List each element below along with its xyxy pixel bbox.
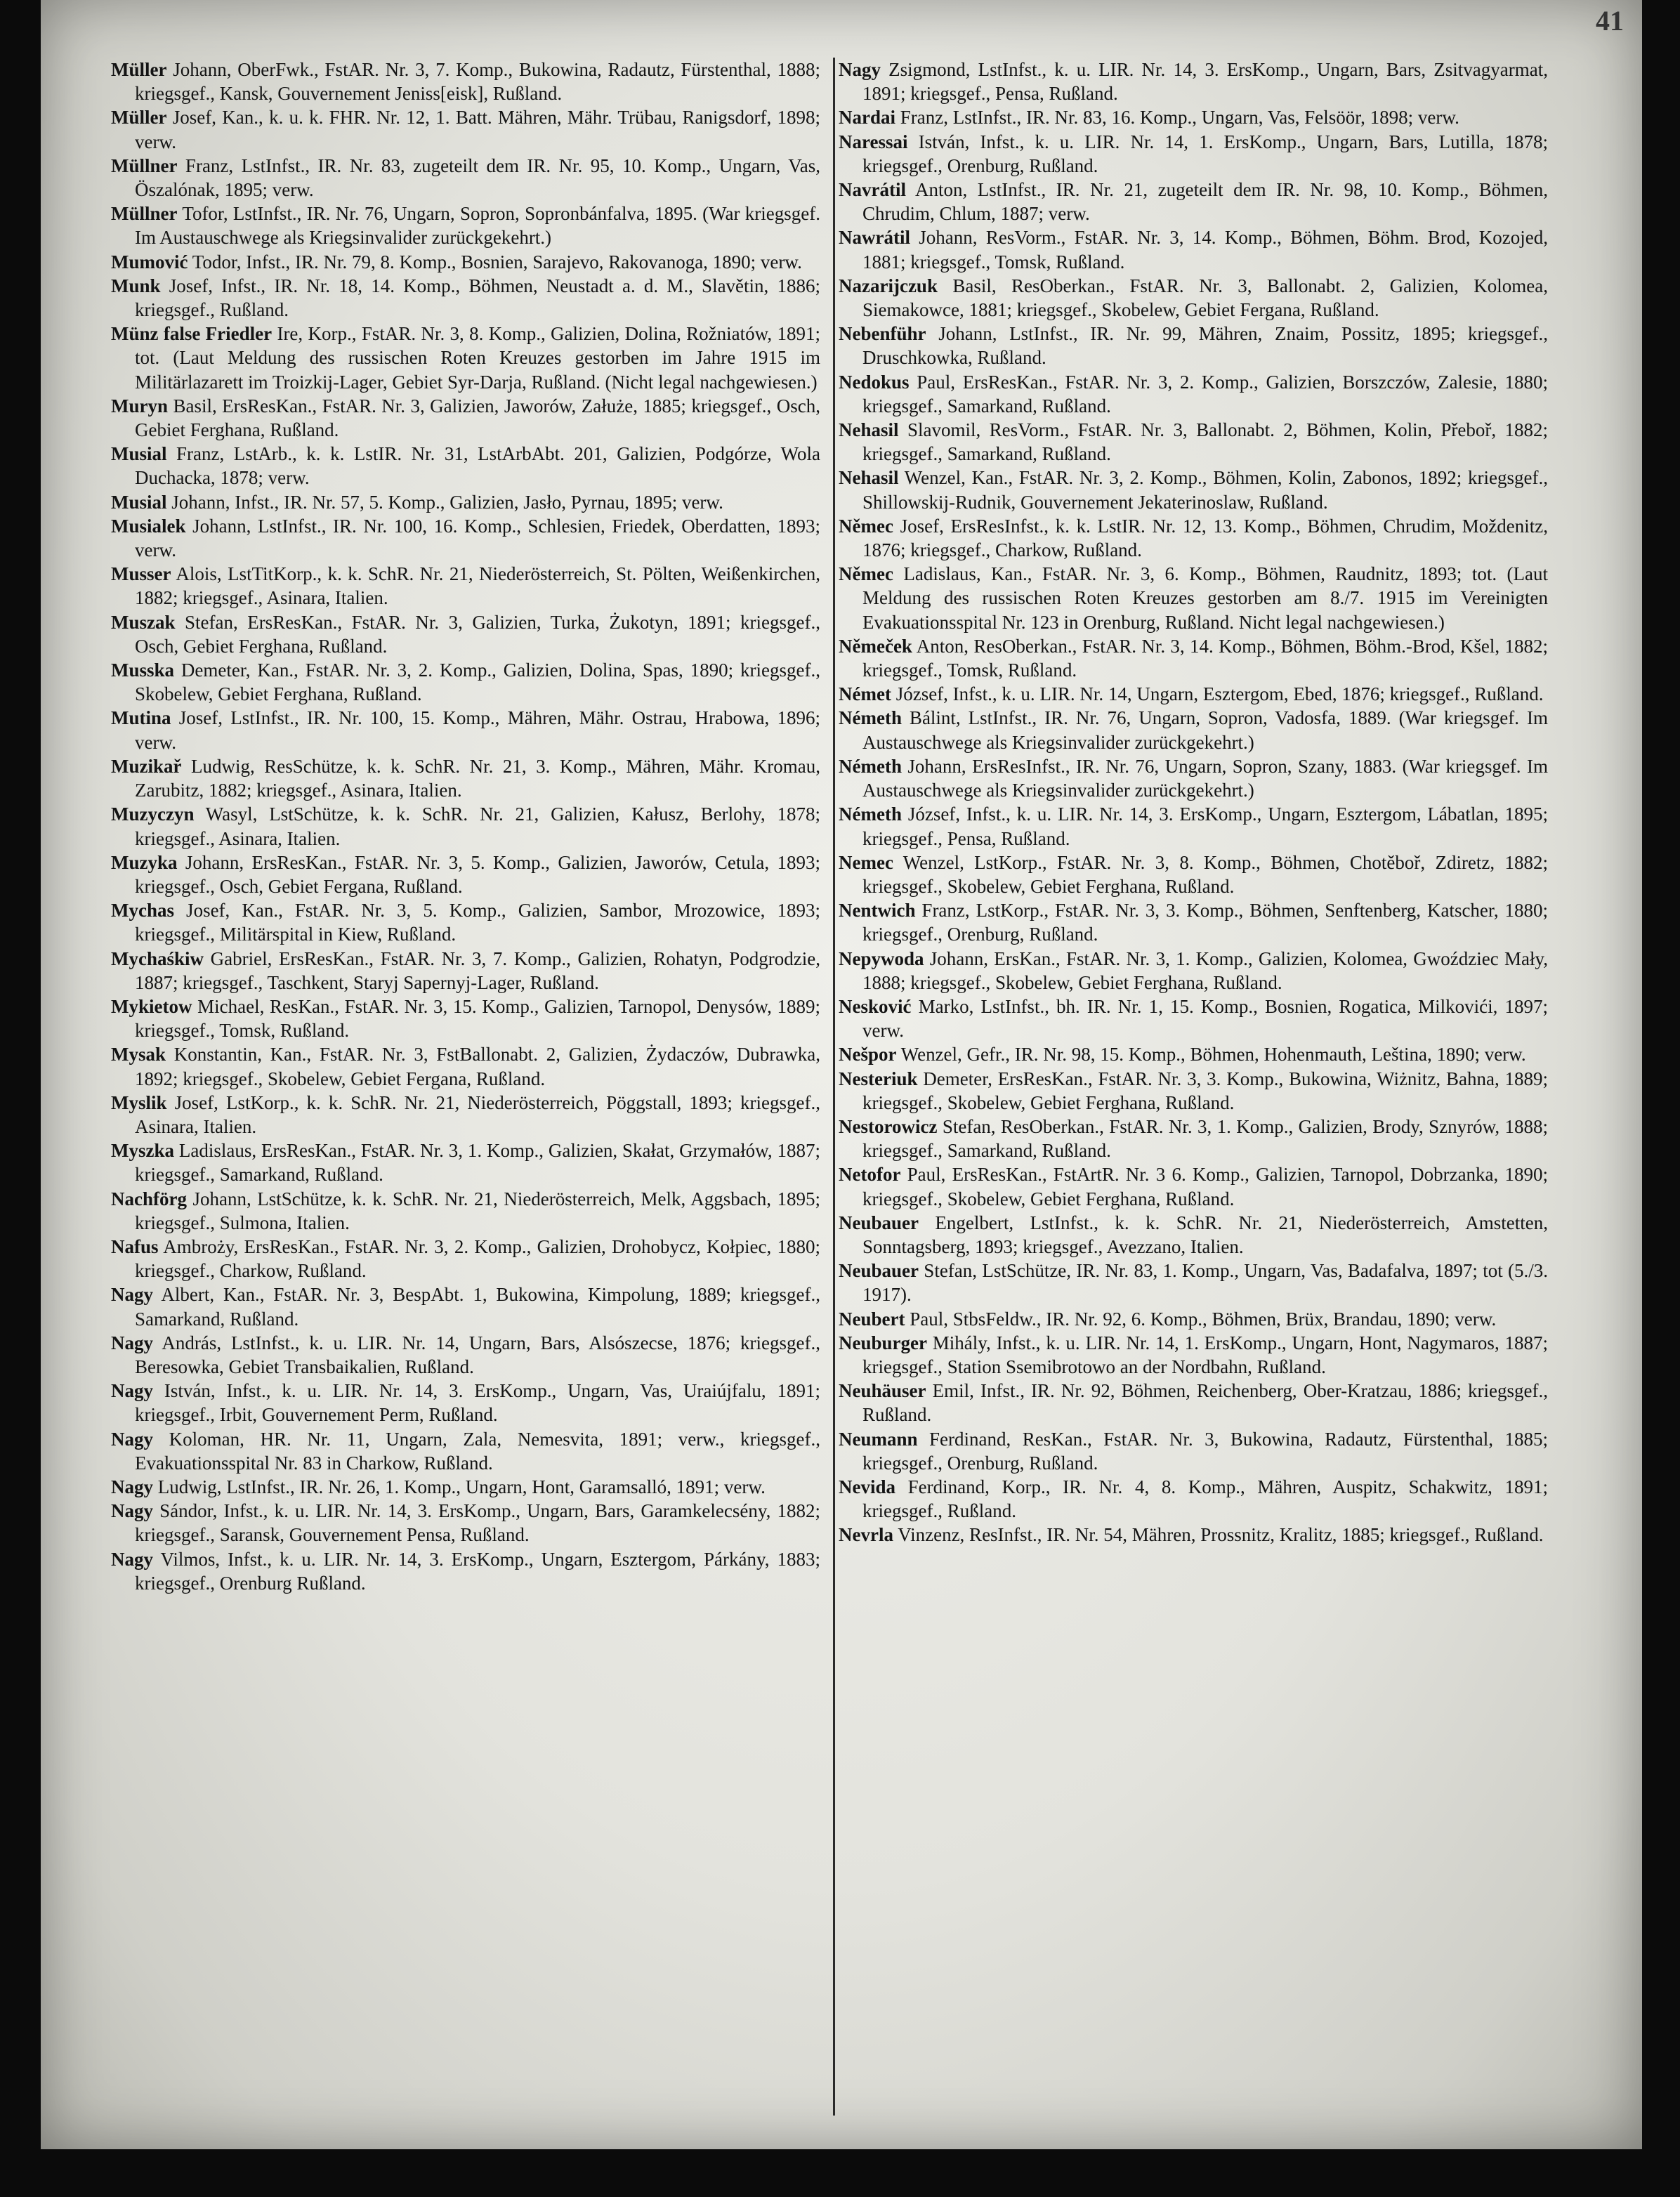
entry-surname: Nachförg: [111, 1188, 187, 1209]
entry-surname: Němeček: [839, 635, 912, 657]
left-column: [111, 58, 820, 1595]
entry-surname: Neuburger: [839, 1332, 927, 1353]
entry-details: Johann, LstInfst., IR. Nr. 100, 16. Komp., Schlesien, Friedek, Oberdatten, 1893; verw.: [135, 515, 820, 561]
entry-surname: Nentwich: [839, 900, 916, 922]
list-item: [839, 898, 1548, 946]
entry-surname: Nazarijczuk: [839, 275, 938, 296]
entry-surname: Németh: [839, 804, 902, 825]
list-item: [839, 370, 1548, 418]
list-item: [111, 1379, 820, 1427]
list-item: [839, 1307, 1548, 1331]
list-item: [839, 322, 1548, 369]
entry-details: Stefan, ResOberkan., FstAR. Nr. 3, 1. Komp., Galizien, Brody, Sznyrów, 1888; kriegsgef., Samarkand, Rußland.: [862, 1115, 1548, 1162]
page-number: 41: [1596, 5, 1624, 37]
entry-surname: Nagy: [111, 1284, 153, 1306]
list-item: [839, 802, 1548, 850]
entry-surname: Musser: [111, 563, 171, 585]
list-item: [111, 898, 820, 946]
list-item: [111, 1235, 820, 1283]
list-item: [839, 178, 1548, 225]
list-item: [111, 1283, 820, 1330]
list-item: [111, 394, 820, 442]
entry-details: Demeter, Kan., FstAR. Nr. 3, 2. Komp., Galizien, Dolina, Spas, 1890; kriegsgef., Skobelew, Gebiet Ferghana, Rußland.: [135, 660, 820, 705]
entry-surname: Mysak: [111, 1044, 166, 1065]
list-item: [839, 274, 1548, 322]
entry-surname: Muzikař: [111, 755, 182, 777]
list-item: [839, 754, 1548, 802]
entry-surname: Nemec: [839, 851, 893, 873]
entry-surname: Nedokus: [839, 371, 910, 393]
entry-details: Stefan, LstSchütze, IR. Nr. 83, 1. Komp., Ungarn, Vas, Badafalva, 1897; tot (5./3. 1917).: [862, 1260, 1548, 1306]
entry-details: Bálint, LstInfst., IR. Nr. 76, Ungarn, Sopron, Vadosfa, 1889. (War kriegsgef. Im Austauschwege als Kriegsinvalider zurückgekehrt.): [862, 707, 1548, 753]
entry-surname: Nagy: [111, 1380, 153, 1402]
entry-surname: Nesković: [839, 995, 912, 1017]
entry-details: Josef, Infst., IR. Nr. 18, 14. Komp., Böhmen, Neustadt a. d. M., Slavětin, 1886; kriegsgef., Rußland.: [135, 275, 820, 321]
entry-details: Ire, Korp., FstAR. Nr. 3, 8. Komp., Galizien, Dolina, Rožniatów, 1891; tot. (Laut Meldung des russischen Roten Kreuzes gestorben im Jahre 1915 im Militärlazarett im Troizkij-Lager, Gebiet Syr-Darja, Rußland. (Nicht legal nachgewiesen.): [135, 323, 820, 393]
list-item: [839, 1379, 1548, 1427]
entry-details: Paul, ErsResKan., FstArtR. Nr. 3 6. Komp., Galizien, Tarnopol, Dobrzanka, 1890; kriegsgef., Skobelew, Gebiet Ferghana, Rußland.: [862, 1164, 1548, 1209]
entry-details: Marko, LstInfst., bh. IR. Nr. 1, 15. Komp., Bosnien, Rogatica, Milkovići, 1897; verw.: [862, 995, 1548, 1042]
entry-details: Wenzel, Kan., FstAR. Nr. 3, 2. Komp., Böhmen, Kolin, Zabonos, 1892; kriegsgef., Shillowskij-Rudnik, Gouvernement Jekaterinoslaw, Rußland.: [862, 467, 1548, 513]
right-column: [839, 58, 1548, 1547]
document-page: [41, 0, 1642, 2149]
entry-surname: Muzyczyn: [111, 804, 195, 825]
entry-details: Todor, Infst., IR. Nr. 79, 8. Komp., Bosnien, Sarajevo, Rakovanoga, 1890; verw.: [188, 251, 802, 273]
entry-details: Josef, ErsResInfst., k. k. LstIR. Nr. 12, 13. Komp., Böhmen, Chrudim, Moždenitz, 1876; kriegsgef., Charkow, Rußland.: [862, 515, 1548, 561]
entry-details: Josef, LstInfst., IR. Nr. 100, 15. Komp., Mähren, Mähr. Ostrau, Hrabowa, 1896; verw.: [135, 707, 820, 753]
entry-surname: Németh: [839, 755, 902, 777]
list-item: [111, 105, 820, 153]
entry-surname: Nepywoda: [839, 947, 924, 969]
entry-surname: Nagy: [111, 1548, 153, 1570]
entry-details: Josef, LstKorp., k. k. SchR. Nr. 21, Niederösterreich, Pöggstall, 1893; kriegsgef., Asinara, Italien.: [135, 1091, 820, 1137]
entry-surname: Mumović: [111, 251, 188, 273]
entry-surname: Neuhäuser: [839, 1380, 926, 1402]
list-item: [839, 682, 1548, 706]
entry-surname: Nafus: [111, 1235, 159, 1257]
entry-surname: Munk: [111, 275, 161, 296]
entry-details: Johann, Infst., IR. Nr. 57, 5. Komp., Galizien, Jasło, Pyrnau, 1895; verw.: [166, 491, 723, 513]
entry-surname: Nardai: [839, 107, 895, 129]
list-item: [839, 130, 1548, 178]
list-item: [839, 1427, 1548, 1475]
list-item: [839, 514, 1548, 562]
list-item: [111, 1187, 820, 1235]
entry-surname: Nebenführ: [839, 323, 926, 345]
entry-surname: Nagy: [111, 1500, 153, 1522]
entry-details: Zsigmond, LstInfst., k. u. LIR. Nr. 14, 3. ErsKomp., Ungarn, Bars, Zsitvagyarmat, 1891; kriegsgef., Pensa, Rußland.: [862, 59, 1548, 105]
list-item: [839, 706, 1548, 754]
entry-surname: Német: [839, 683, 891, 705]
entry-details: Ludwig, LstInfst., IR. Nr. 26, 1. Komp., Ungarn, Hont, Garamsalló, 1891; verw.: [153, 1476, 766, 1497]
entry-details: Paul, ErsResKan., FstAR. Nr. 3, 2. Komp., Galizien, Borszczów, Zalesie, 1880; kriegsgef., Samarkand, Rußland.: [862, 371, 1548, 417]
list-item: [839, 947, 1548, 995]
entry-surname: Naressai: [839, 131, 908, 152]
entry-surname: Neubauer: [839, 1260, 919, 1282]
entry-details: Johann, OberFwk., FstAR. Nr. 3, 7. Komp., Bukowina, Radautz, Fürstenthal, 1888; kriegsgef., Kansk, Gouvernement Jeniss[eisk], Rußland.: [135, 59, 820, 105]
list-item: [839, 58, 1548, 105]
entry-surname: Musska: [111, 660, 175, 681]
entry-details: Johann, ErsKan., FstAR. Nr. 3, 1. Komp., Galizien, Kolomea, Gwoździec Mały, 1888; kriegsgef., Skobelew, Gebiet Ferghana, Rußland.: [862, 947, 1548, 993]
entry-details: Engelbert, LstInfst., k. k. SchR. Nr. 21, Niederösterreich, Amstetten, Sonntagsberg, 1893; kriegsgef., Avezzano, Italien.: [862, 1212, 1548, 1257]
list-item: [111, 1499, 820, 1547]
entry-details: István, Infst., k. u. LIR. Nr. 14, 1. ErsKomp., Ungarn, Bars, Lutilla, 1878; kriegsgef., Orenburg, Rußland.: [862, 131, 1548, 176]
entry-details: Demeter, ErsResKan., FstAR. Nr. 3, 3. Komp., Bukowina, Wiżnitz, Bahna, 1889; kriegsgef., Skobelew, Gebiet Ferghana, Rußland.: [862, 1068, 1548, 1113]
entry-details: Basil, ResOberkan., FstAR. Nr. 3, Ballonabt. 2, Galizien, Kolomea, Siemakowce, 1881; kriegsgef., Skobelew, Gebiet Fergana, Rußland.: [862, 275, 1548, 321]
list-item: [839, 562, 1548, 634]
entry-details: Franz, LstInfst., IR. Nr. 83, zugeteilt dem IR. Nr. 95, 10. Komp., Ungarn, Vas, Öszalónak, 1895; verw.: [135, 155, 820, 201]
entry-surname: Müllner: [111, 155, 178, 176]
entry-details: Wasyl, LstSchütze, k. k. SchR. Nr. 21, Galizien, Kałusz, Berlohy, 1878; kriegsgef., Asinara, Italien.: [135, 804, 820, 849]
entry-details: Paul, StbsFeldw., IR. Nr. 92, 6. Komp., Böhmen, Brüx, Brandau, 1890; verw.: [905, 1308, 1497, 1330]
entry-surname: Müller: [111, 107, 167, 129]
entry-details: Sándor, Infst., k. u. LIR. Nr. 14, 3. ErsKomp., Ungarn, Bars, Garamkelecsény, 1882; kriegsgef., Saransk, Gouvernement Pensa, Rußland.: [135, 1500, 820, 1546]
list-item: [839, 418, 1548, 466]
entry-details: Johann, LstInfst., IR. Nr. 99, Mähren, Znaim, Possitz, 1895; kriegsgef., Druschkowka, Rußland.: [862, 323, 1548, 369]
entry-surname: Myszka: [111, 1140, 174, 1162]
entry-details: Tofor, LstInfst., IR. Nr. 76, Ungarn, Sopron, Sopronbánfalva, 1895. (War kriegsgef. Im Austauschwege als Kriegsinvalider zurückgekehrt.): [135, 203, 820, 249]
entry-details: József, Infst., k. u. LIR. Nr. 14, 3. ErsKomp., Ungarn, Esztergom, Lábatlan, 1895; kriegsgef., Pensa, Rußland.: [862, 804, 1548, 849]
entry-surname: Nesteriuk: [839, 1068, 918, 1089]
list-item: [839, 466, 1548, 513]
entry-details: Koloman, HR. Nr. 11, Ungarn, Zala, Nemesvita, 1891; verw., kriegsgef., Evakuationsspital Nr. 83 in Charkow, Rußland.: [135, 1428, 820, 1474]
list-item: [111, 562, 820, 610]
list-item: [839, 1259, 1548, 1306]
list-item: [839, 1523, 1548, 1547]
list-item: [111, 1475, 820, 1499]
list-item: [111, 754, 820, 802]
list-item: [839, 1042, 1548, 1066]
entry-surname: Mykietow: [111, 995, 192, 1017]
entry-surname: Musial: [111, 443, 167, 465]
list-item: [839, 851, 1548, 898]
entry-surname: Németh: [839, 707, 902, 729]
list-item: [111, 202, 820, 249]
entry-details: Alois, LstTitKorp., k. k. SchR. Nr. 21, Niederösterreich, St. Pölten, Weißenkirchen, 1882; kriegsgef., Asinara, Italien.: [135, 563, 820, 609]
entry-surname: Nagy: [111, 1476, 153, 1497]
list-item: [111, 442, 820, 490]
list-item: [111, 995, 820, 1042]
list-item: [111, 1042, 820, 1090]
entry-surname: Netofor: [839, 1164, 901, 1186]
entry-surname: Nevrla: [839, 1524, 893, 1546]
entry-surname: Muzyka: [111, 851, 178, 873]
entry-details: Anton, LstInfst., IR. Nr. 21, zugeteilt dem IR. Nr. 98, 10. Komp., Böhmen, Chrudim, Chlum, 1887; verw.: [862, 179, 1548, 225]
entry-details: Josef, Kan., k. u. k. FHR. Nr. 12, 1. Batt. Mähren, Mähr. Trübau, Ranigsdorf, 1898; verw.: [135, 107, 820, 152]
list-item: [839, 995, 1548, 1042]
list-item: [839, 1067, 1548, 1115]
entry-details: Stefan, ErsResKan., FstAR. Nr. 3, Galizien, Turka, Żukotyn, 1891; kriegsgef., Osch, Gebiet Ferghana, Rußland.: [135, 611, 820, 657]
entry-surname: Musial: [111, 491, 167, 513]
entry-details: István, Infst., k. u. LIR. Nr. 14, 3. ErsKomp., Ungarn, Vas, Uraiújfalu, 1891; kriegsgef., Irbit, Gouvernement Perm, Rußland.: [135, 1380, 820, 1426]
entry-surname: Nehasil: [839, 467, 899, 489]
entry-surname: Nagy: [111, 1428, 153, 1450]
list-item: [839, 1211, 1548, 1259]
entry-details: Ferdinand, ResKan., FstAR. Nr. 3, Bukowina, Radautz, Fürstenthal, 1885; kriegsgef., Orenburg, Rußland.: [862, 1428, 1548, 1474]
entry-details: Gabriel, ErsResKan., FstAR. Nr. 3, 7. Komp., Galizien, Rohatyn, Podgrodzie, 1887; kriegsgef., Taschkent, Staryj Sapernyj-Lager, Rußland.: [135, 947, 820, 993]
list-item: [839, 634, 1548, 682]
entry-surname: Muszak: [111, 611, 176, 633]
entry-details: Josef, Kan., FstAR. Nr. 3, 5. Komp., Galizien, Sambor, Mrozowice, 1893; kriegsgef., Militärspital in Kiew, Rußland.: [135, 900, 820, 945]
list-item: [111, 1331, 820, 1379]
entry-surname: Müllner: [111, 203, 178, 225]
entry-surname: Nestorowicz: [839, 1115, 938, 1137]
entry-surname: Musialek: [111, 515, 186, 537]
entry-surname: Neubert: [839, 1308, 905, 1330]
list-item: [111, 1139, 820, 1186]
entry-surname: Muryn: [111, 395, 168, 417]
list-item: [839, 225, 1548, 273]
entry-details: Franz, LstArb., k. k. LstIR. Nr. 31, LstArbAbt. 201, Galizien, Podgórze, Wola Duchacka, 1878; verw.: [135, 443, 820, 489]
entry-surname: Mychaśkiw: [111, 947, 204, 969]
list-item: [111, 274, 820, 322]
entry-surname: Neumann: [839, 1428, 918, 1450]
entry-surname: Němec: [839, 563, 893, 585]
list-item: [111, 154, 820, 202]
entry-details: Michael, ResKan., FstAR. Nr. 3, 15. Komp., Galizien, Tarnopol, Denysów, 1889; kriegsgef., Tomsk, Rußland.: [135, 995, 820, 1042]
entry-details: Albert, Kan., FstAR. Nr. 3, BespAbt. 1, Bukowina, Kimpolung, 1889; kriegsgef., Samarkand, Rußland.: [135, 1284, 820, 1330]
entry-details: Johann, ResVorm., FstAR. Nr. 3, 14. Komp., Böhmen, Böhm. Brod, Kozojed, 1881; kriegsgef., Tomsk, Rußland.: [862, 227, 1548, 273]
entry-surname: Münz false Friedler: [111, 323, 273, 345]
list-item: [111, 947, 820, 995]
entry-surname: Nawrátil: [839, 227, 910, 249]
list-item: [111, 706, 820, 754]
entry-surname: Nehasil: [839, 419, 899, 441]
entry-details: Franz, LstKorp., FstAR. Nr. 3, 3. Komp., Böhmen, Senftenberg, Katscher, 1880; kriegsgef., Orenburg, Rußland.: [862, 900, 1548, 945]
list-item: [111, 802, 820, 850]
list-item: [111, 610, 820, 658]
entry-details: Ludwig, ResSchütze, k. k. SchR. Nr. 21, 3. Komp., Mähren, Mähr. Kromau, Zarubitz, 1882; kriegsgef., Asinara, Italien.: [135, 755, 820, 801]
entry-details: Anton, ResOberkan., FstAR. Nr. 3, 14. Komp., Böhmen, Böhm.-Brod, Kšel, 1882; kriegsgef., Tomsk, Rußland.: [862, 635, 1548, 681]
entry-details: Ambroży, ErsResKan., FstAR. Nr. 3, 2. Komp., Galizien, Drohobycz, Kołpiec, 1880; kriegsgef., Charkow, Rußland.: [135, 1235, 820, 1282]
entry-details: Mihály, Infst., k. u. LIR. Nr. 14, 1. ErsKomp., Ungarn, Hont, Nagymaros, 1887; kriegsgef., Station Ssemibrotowo an der Nordbahn, Rußland.: [862, 1332, 1548, 1377]
list-item: [111, 58, 820, 105]
entry-surname: Nevida: [839, 1476, 895, 1497]
entry-details: Wenzel, Gefr., IR. Nr. 98, 15. Komp., Böhmen, Hohenmauth, Leština, 1890; verw.: [896, 1044, 1526, 1065]
list-item: [839, 1115, 1548, 1162]
list-item: [839, 1331, 1548, 1379]
entry-details: Konstantin, Kan., FstAR. Nr. 3, FstBallonabt. 2, Galizien, Żydaczów, Dubrawka, 1892; kriegsgef., Skobelew, Gebiet Fergana, Rußland.: [135, 1044, 820, 1089]
entry-surname: Neubauer: [839, 1212, 919, 1233]
list-item: [839, 105, 1548, 129]
list-item: [111, 851, 820, 898]
list-item: [839, 1162, 1548, 1210]
entry-details: Franz, LstInfst., IR. Nr. 83, 16. Komp., Ungarn, Vas, Felsöör, 1898; verw.: [895, 107, 1459, 129]
entry-details: Johann, ErsResInfst., IR. Nr. 76, Ungarn, Sopron, Szany, 1883. (War kriegsgef. Im Austauschwege als Kriegsinvalider zurückgekehrt.): [862, 755, 1548, 801]
list-item: [111, 658, 820, 706]
entry-details: Emil, Infst., IR. Nr. 92, Böhmen, Reichenberg, Ober-Kratzau, 1886; kriegsgef., Rußland.: [862, 1380, 1548, 1426]
entry-details: Johann, LstSchütze, k. k. SchR. Nr. 21, Niederösterreich, Melk, Aggsbach, 1895; kriegsgef., Sulmona, Italien.: [135, 1188, 820, 1233]
entry-details: Basil, ErsResKan., FstAR. Nr. 3, Galizien, Jaworów, Załuże, 1885; kriegsgef., Osch, Gebiet Ferghana, Rußland.: [135, 395, 820, 441]
entry-surname: Nagy: [839, 59, 881, 80]
entry-details: Slavomil, ResVorm., FstAR. Nr. 3, Ballonabt. 2, Böhmen, Kolin, Přeboř, 1882; kriegsgef., Samarkand, Rußland.: [862, 419, 1548, 465]
entry-details: Wenzel, LstKorp., FstAR. Nr. 3, 8. Komp., Böhmen, Chotěboř, Zdiretz, 1882; kriegsgef., Skobelew, Gebiet Ferghana, Rußland.: [862, 851, 1548, 897]
entry-surname: Nešpor: [839, 1044, 897, 1065]
list-item: [111, 322, 820, 394]
entry-details: József, Infst., k. u. LIR. Nr. 14, Ungarn, Esztergom, Ebed, 1876; kriegsgef., Rußland.: [891, 683, 1544, 705]
list-item: [111, 250, 820, 274]
entry-details: Ladislaus, ErsResKan., FstAR. Nr. 3, 1. Komp., Galizien, Skałat, Grzymałów, 1887; kriegsgef., Samarkand, Rußland.: [135, 1140, 820, 1186]
entry-details: Ladislaus, Kan., FstAR. Nr. 3, 6. Komp., Böhmen, Raudnitz, 1893; tot. (Laut Meldung des russischen Roten Kreuzes gestorben am 8./7. 1915 im Vereinigten Evakuationsspital Nr. 123 in Orenburg, Rußland. Nicht legal nachgewiesen.): [862, 563, 1548, 633]
entry-surname: Němec: [839, 515, 893, 537]
entry-surname: Navrátil: [839, 179, 906, 201]
entry-surname: Mutina: [111, 707, 171, 729]
list-item: [111, 490, 820, 514]
entry-surname: Nagy: [111, 1332, 153, 1353]
list-item: [111, 1547, 820, 1595]
list-item: [111, 1427, 820, 1475]
entry-details: Johann, ErsResKan., FstAR. Nr. 3, 5. Komp., Galizien, Jaworów, Cetula, 1893; kriegsgef., Osch, Gebiet Fergana, Rußland.: [135, 851, 820, 897]
entry-surname: Mychas: [111, 900, 174, 922]
column-divider: [833, 58, 835, 2116]
entry-details: Vinzenz, ResInfst., IR. Nr. 54, Mähren, Prossnitz, Kralitz, 1885; kriegsgef., Rußland.: [893, 1524, 1544, 1546]
entry-details: András, LstInfst., k. u. LIR. Nr. 14, Ungarn, Bars, Alsószecse, 1876; kriegsgef., Beresowka, Gebiet Transbaikalien, Rußland.: [135, 1332, 820, 1377]
list-item: [111, 514, 820, 562]
list-item: [111, 1091, 820, 1139]
list-item: [839, 1475, 1548, 1523]
entry-details: Ferdinand, Korp., IR. Nr. 4, 8. Komp., Mähren, Auspitz, Schakwitz, 1891; kriegsgef., Rußland.: [862, 1476, 1548, 1522]
entry-details: Vilmos, Infst., k. u. LIR. Nr. 14, 3. ErsKomp., Ungarn, Esztergom, Párkány, 1883; kriegsgef., Orenburg Rußland.: [135, 1548, 820, 1594]
entry-surname: Myslik: [111, 1091, 167, 1113]
entry-surname: Müller: [111, 59, 167, 80]
